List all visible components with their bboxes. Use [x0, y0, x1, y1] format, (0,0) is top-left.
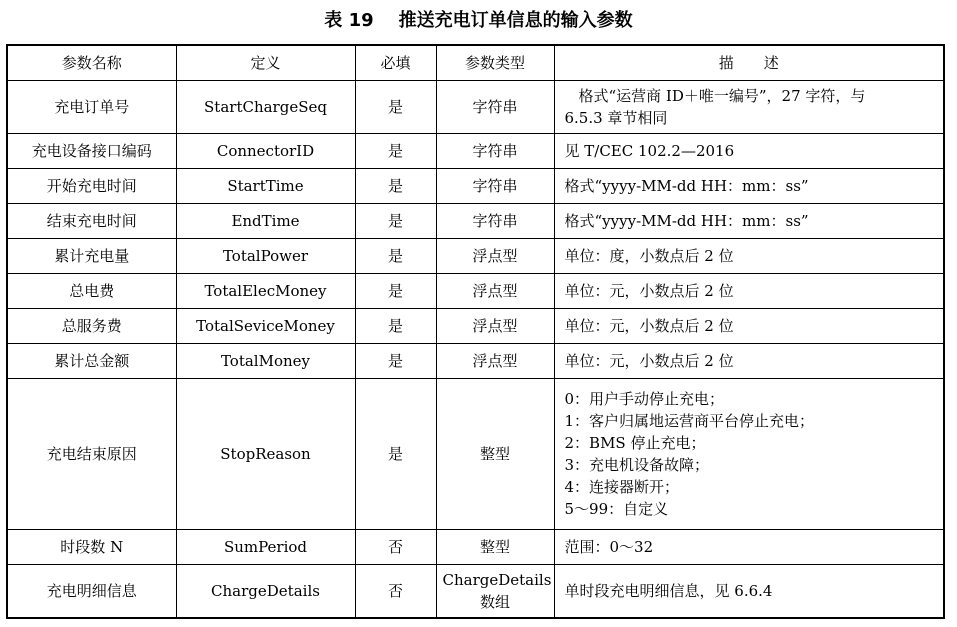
description-line: 格式“yyyy-MM-dd HH：mm：ss” [564, 177, 809, 195]
cell-param-name: 充电结束原因 [7, 379, 176, 530]
cell-param-type: 字符串 [436, 204, 554, 239]
table-row [7, 81, 944, 134]
cell-param-name: 累计充电量 [7, 239, 176, 274]
cell-param-type: 浮点型 [436, 239, 554, 274]
cell-definition: TotalMoney [176, 344, 355, 379]
cell-required: 否 [355, 565, 436, 619]
cell-param-type: 字符串 [436, 81, 554, 134]
cell-param-name: 总电费 [7, 274, 176, 309]
cell-required: 是 [355, 204, 436, 239]
table-caption: 表 19 推送充电订单信息的输入参数 [324, 10, 633, 31]
cell-param-type: 浮点型 [436, 309, 554, 344]
description-line: 单位：元，小数点后 2 位 [564, 282, 734, 300]
description-line: 6.5.3 章节相同 [564, 109, 668, 127]
table-row [7, 274, 944, 309]
description-line: 范围：0～32 [564, 538, 654, 556]
cell-definition: ChargeDetails [176, 565, 355, 619]
table-row [7, 530, 944, 565]
description-line: 3：充电机设备故障； [564, 456, 710, 474]
cell-param-name: 累计总金额 [7, 344, 176, 379]
cell-param-type: 字符串 [436, 169, 554, 204]
cell-param-name: 结束充电时间 [7, 204, 176, 239]
table-header-row [7, 45, 944, 81]
cell-param-name: 开始充电时间 [7, 169, 176, 204]
table-row [7, 204, 944, 239]
header-required: 必填 [355, 45, 436, 81]
cell-required: 是 [355, 379, 436, 530]
cell-definition: EndTime [176, 204, 355, 239]
description-line: 4：连接器断开； [564, 478, 680, 496]
description-line: 1：客户归属地运营商平台停止充电； [564, 412, 815, 430]
cell-required: 是 [355, 81, 436, 134]
cell-definition: SumPeriod [176, 530, 355, 565]
table-row [7, 344, 944, 379]
cell-param-type: 整型 [436, 379, 554, 530]
description-line: 单位：元，小数点后 2 位 [564, 317, 734, 335]
cell-required: 否 [355, 530, 436, 565]
table-row [7, 134, 944, 169]
cell-description [554, 344, 944, 379]
description-line: 0：用户手动停止充电； [564, 390, 725, 408]
cell-description [554, 134, 944, 169]
table-row [7, 169, 944, 204]
cell-description [554, 274, 944, 309]
cell-description [554, 309, 944, 344]
table-row [7, 565, 944, 619]
description-line: 5～99：自定义 [564, 500, 669, 518]
cell-required: 是 [355, 274, 436, 309]
table-body [7, 81, 944, 619]
cell-param-name: 时段数 N [7, 530, 176, 565]
cell-definition: StopReason [176, 379, 355, 530]
cell-required: 是 [355, 344, 436, 379]
description-line: 单位：度，小数点后 2 位 [564, 247, 734, 265]
cell-required: 是 [355, 309, 436, 344]
cell-definition: TotalElecMoney [176, 274, 355, 309]
header-param-type: 参数类型 [436, 45, 554, 81]
cell-required: 是 [355, 134, 436, 169]
description-line: 单时段充电明细信息，见 6.6.4 [564, 582, 773, 600]
cell-required: 是 [355, 239, 436, 274]
header-param-name: 参数名称 [7, 45, 176, 81]
cell-param-type: 字符串 [436, 134, 554, 169]
description-line: 格式“运营商 ID＋唯一编号”，27 字符，与 [578, 87, 866, 105]
cell-param-name: 充电明细信息 [7, 565, 176, 619]
table-row [7, 379, 944, 530]
header-definition: 定义 [176, 45, 355, 81]
cell-definition: StartTime [176, 169, 355, 204]
table-row [7, 309, 944, 344]
cell-required: 是 [355, 169, 436, 204]
description-line: 见 T/CEC 102.2—2016 [564, 142, 735, 160]
cell-param-type: ChargeDetails 数组 [436, 565, 554, 619]
description-line: 单位：元，小数点后 2 位 [564, 352, 734, 370]
cell-description [554, 565, 944, 619]
cell-definition: ConnectorID [176, 134, 355, 169]
table-row [7, 239, 944, 274]
cell-description [554, 530, 944, 565]
cell-param-type: 整型 [436, 530, 554, 565]
parameter-table [6, 44, 945, 619]
cell-param-name: 总服务费 [7, 309, 176, 344]
cell-param-name: 充电订单号 [7, 81, 176, 134]
cell-description [554, 81, 944, 134]
cell-description [554, 204, 944, 239]
cell-definition: TotalSeviceMoney [176, 309, 355, 344]
cell-description [554, 239, 944, 274]
cell-description [554, 379, 944, 530]
cell-param-type: 浮点型 [436, 274, 554, 309]
description-line: 格式“yyyy-MM-dd HH：mm：ss” [564, 212, 809, 230]
header-description: 描 述 [554, 45, 944, 81]
description-line: 2：BMS 停止充电； [564, 434, 706, 452]
cell-definition: TotalPower [176, 239, 355, 274]
cell-param-name: 充电设备接口编码 [7, 134, 176, 169]
cell-description [554, 169, 944, 204]
cell-definition: StartChargeSeq [176, 81, 355, 134]
cell-param-type: 浮点型 [436, 344, 554, 379]
